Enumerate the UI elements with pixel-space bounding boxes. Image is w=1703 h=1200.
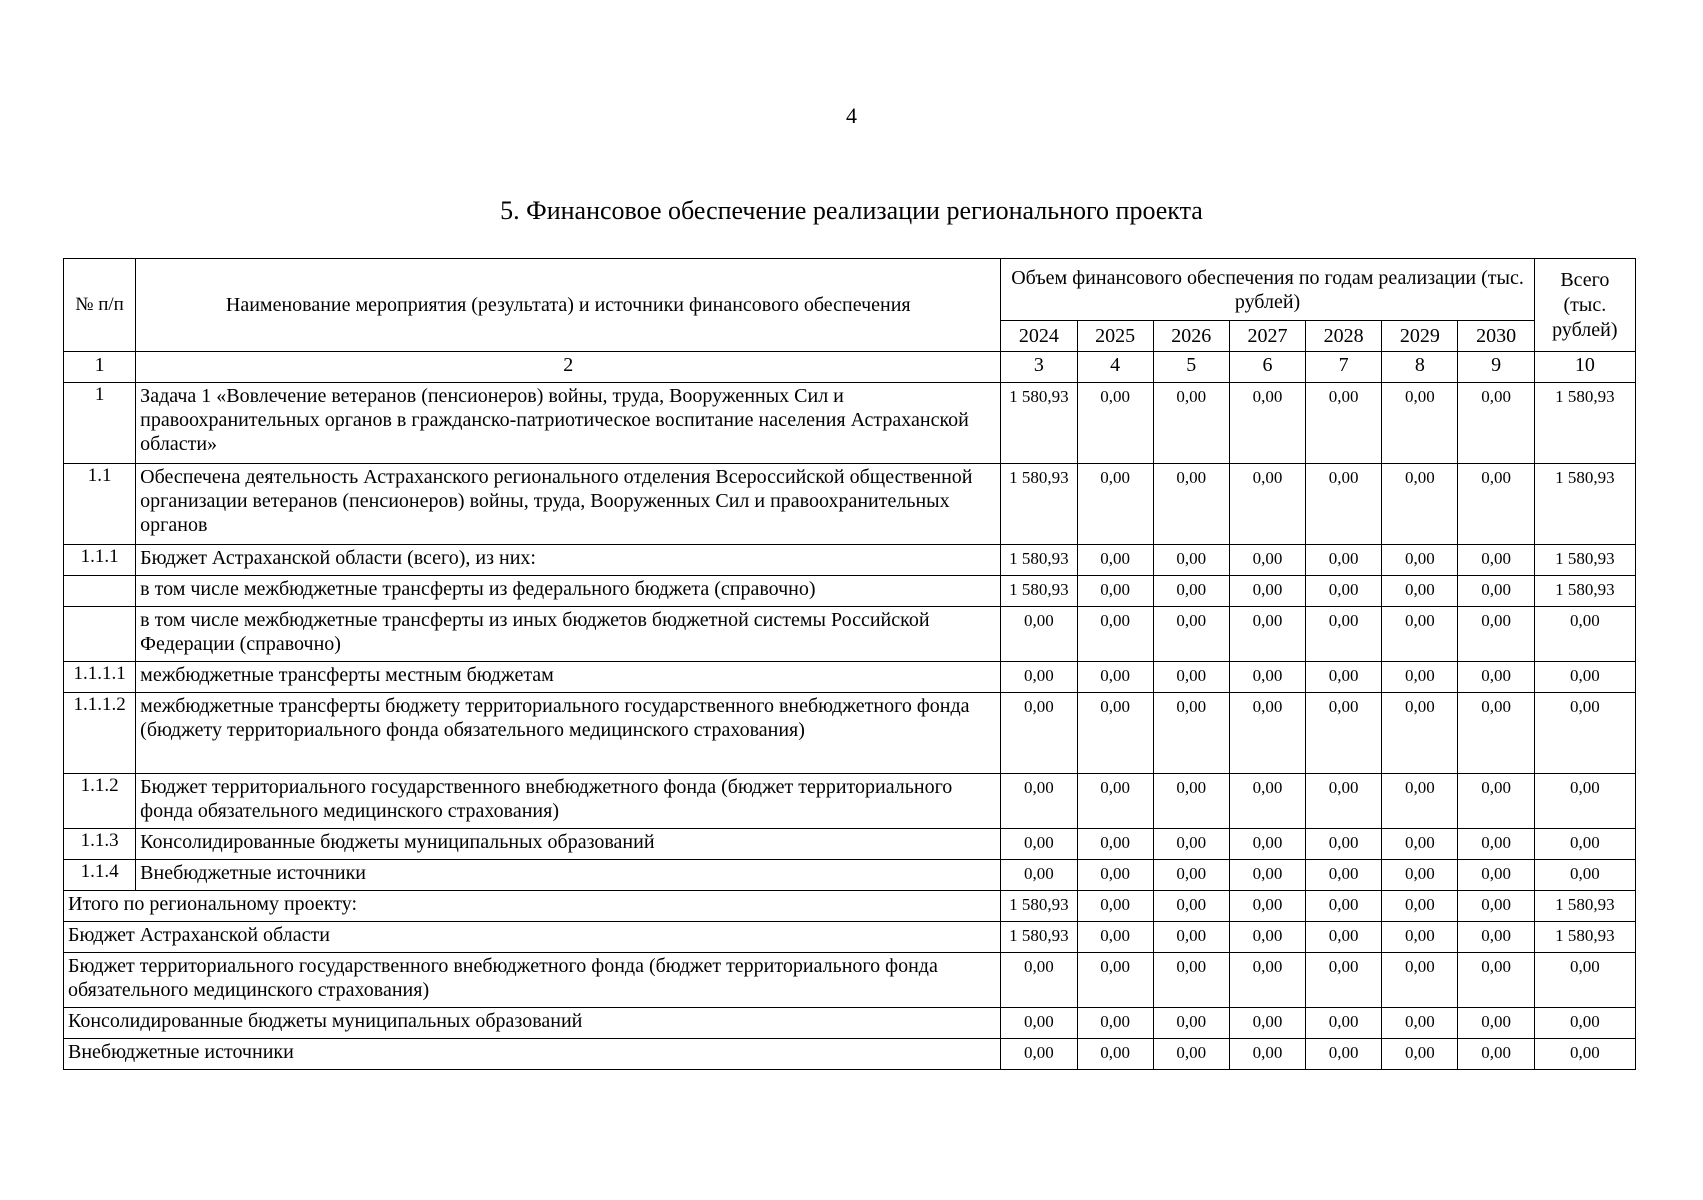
summary-value: 0,00 <box>1306 922 1382 953</box>
row-value: 0,00 <box>1153 576 1229 607</box>
row-value: 0,00 <box>1229 464 1305 545</box>
row-name: в том числе межбюджетные трансферты из федерального бюджета (справочно) <box>136 576 1001 607</box>
row-value: 0,00 <box>1229 545 1305 576</box>
row-value: 0,00 <box>1153 662 1229 693</box>
row-value: 0,00 <box>1534 829 1635 860</box>
row-number <box>64 607 136 662</box>
row-value: 0,00 <box>1382 693 1458 774</box>
summary-name: Итого по региональному проекту: <box>64 891 1001 922</box>
summary-value: 0,00 <box>1229 1039 1305 1070</box>
header-year: 2029 <box>1382 321 1458 352</box>
row-value: 0,00 <box>1229 662 1305 693</box>
header-total: Всего (тыс. рублей) <box>1534 259 1635 352</box>
summary-value: 1 580,93 <box>1001 891 1077 922</box>
summary-value: 0,00 <box>1458 953 1534 1008</box>
row-value: 0,00 <box>1001 693 1077 774</box>
table-row <box>64 607 1636 662</box>
row-value: 0,00 <box>1382 829 1458 860</box>
row-value: 0,00 <box>1077 693 1153 774</box>
row-value: 0,00 <box>1458 829 1534 860</box>
summary-value: 0,00 <box>1077 922 1153 953</box>
column-number: 2 <box>136 352 1001 383</box>
row-number: 1.1.2 <box>64 774 136 829</box>
summary-value: 1 580,93 <box>1001 922 1077 953</box>
row-value: 0,00 <box>1306 662 1382 693</box>
row-value: 0,00 <box>1077 829 1153 860</box>
row-name: Внебюджетные источники <box>136 860 1001 891</box>
header-year: 2027 <box>1229 321 1305 352</box>
row-value: 0,00 <box>1229 607 1305 662</box>
row-value: 0,00 <box>1229 383 1305 464</box>
column-number: 9 <box>1458 352 1534 383</box>
row-value: 0,00 <box>1153 829 1229 860</box>
row-value: 1 580,93 <box>1001 545 1077 576</box>
row-value: 0,00 <box>1077 607 1153 662</box>
row-number: 1.1.3 <box>64 829 136 860</box>
row-value: 0,00 <box>1534 693 1635 774</box>
summary-value: 0,00 <box>1153 922 1229 953</box>
row-value: 0,00 <box>1534 607 1635 662</box>
row-value: 0,00 <box>1306 545 1382 576</box>
summary-row <box>64 1008 1636 1039</box>
section-title: 5. Финансовое обеспечение реализации регионального проекта <box>500 196 1203 225</box>
header-year: 2024 <box>1001 321 1077 352</box>
row-value: 0,00 <box>1382 774 1458 829</box>
summary-value: 0,00 <box>1077 891 1153 922</box>
row-value: 0,00 <box>1229 693 1305 774</box>
summary-row <box>64 922 1636 953</box>
column-number: 10 <box>1534 352 1635 383</box>
row-value: 0,00 <box>1001 774 1077 829</box>
table-row <box>64 860 1636 891</box>
row-name: Задача 1 «Вовлечение ветеранов (пенсионеров) войны, труда, Вооруженных Сил и правоохранительных органов в гражданско-патриотическое воспитание населения Астраханской области» <box>136 383 1001 464</box>
row-value: 0,00 <box>1153 860 1229 891</box>
row-name: Бюджет Астраханской области (всего), из них: <box>136 545 1001 576</box>
row-value: 0,00 <box>1306 693 1382 774</box>
row-value: 0,00 <box>1534 860 1635 891</box>
table-row <box>64 693 1636 774</box>
row-value: 0,00 <box>1153 383 1229 464</box>
row-number: 1.1 <box>64 464 136 545</box>
row-number: 1.1.4 <box>64 860 136 891</box>
summary-value: 0,00 <box>1077 1008 1153 1039</box>
row-value: 0,00 <box>1153 545 1229 576</box>
summary-name: Бюджет Астраханской области <box>64 922 1001 953</box>
summary-value: 0,00 <box>1382 891 1458 922</box>
table-row <box>64 383 1636 464</box>
row-value: 0,00 <box>1382 545 1458 576</box>
summary-value: 0,00 <box>1229 891 1305 922</box>
row-name: в том числе межбюджетные трансферты из иных бюджетов бюджетной системы Российской Федерации (справочно) <box>136 607 1001 662</box>
summary-value: 0,00 <box>1534 1039 1635 1070</box>
summary-row <box>64 891 1636 922</box>
row-value: 0,00 <box>1229 576 1305 607</box>
summary-value: 0,00 <box>1382 1039 1458 1070</box>
column-number: 4 <box>1077 352 1153 383</box>
row-value: 0,00 <box>1306 383 1382 464</box>
row-value: 0,00 <box>1306 607 1382 662</box>
header-volume: Объем финансового обеспечения по годам реализации (тыс. рублей) <box>1001 259 1534 321</box>
summary-row <box>64 953 1636 1008</box>
row-value: 0,00 <box>1306 576 1382 607</box>
row-number: 1.1.1.1 <box>64 662 136 693</box>
header-name: Наименование мероприятия (результата) и источники финансового обеспечения <box>136 259 1001 352</box>
row-value: 0,00 <box>1077 860 1153 891</box>
page-number: 4 <box>846 103 857 128</box>
summary-value: 0,00 <box>1534 1008 1635 1039</box>
table-row <box>64 662 1636 693</box>
summary-value: 0,00 <box>1229 1008 1305 1039</box>
row-value: 1 580,93 <box>1001 383 1077 464</box>
row-value: 0,00 <box>1077 383 1153 464</box>
row-name: Консолидированные бюджеты муниципальных образований <box>136 829 1001 860</box>
summary-row <box>64 1039 1636 1070</box>
row-value: 0,00 <box>1534 662 1635 693</box>
row-name: межбюджетные трансферты местным бюджетам <box>136 662 1001 693</box>
summary-value: 0,00 <box>1153 953 1229 1008</box>
row-value: 0,00 <box>1229 829 1305 860</box>
row-name: Бюджет территориального государственного внебюджетного фонда (бюджет территориального фонда обязательного медицинского страхования) <box>136 774 1001 829</box>
row-value: 0,00 <box>1458 607 1534 662</box>
row-value: 1 580,93 <box>1534 545 1635 576</box>
summary-name: Внебюджетные источники <box>64 1039 1001 1070</box>
row-value: 1 580,93 <box>1534 383 1635 464</box>
row-value: 1 580,93 <box>1001 464 1077 545</box>
summary-value: 0,00 <box>1382 1008 1458 1039</box>
financing-table <box>63 258 1636 1070</box>
row-value: 0,00 <box>1382 464 1458 545</box>
column-number: 5 <box>1153 352 1229 383</box>
row-value: 0,00 <box>1077 545 1153 576</box>
summary-value: 0,00 <box>1001 1039 1077 1070</box>
table-row <box>64 464 1636 545</box>
summary-value: 0,00 <box>1306 1039 1382 1070</box>
row-value: 0,00 <box>1458 860 1534 891</box>
row-value: 0,00 <box>1382 860 1458 891</box>
header-year: 2028 <box>1306 321 1382 352</box>
table-row <box>64 545 1636 576</box>
row-value: 0,00 <box>1001 829 1077 860</box>
summary-value: 0,00 <box>1306 891 1382 922</box>
row-value: 1 580,93 <box>1001 576 1077 607</box>
row-value: 0,00 <box>1382 607 1458 662</box>
summary-value: 0,00 <box>1458 891 1534 922</box>
summary-value: 0,00 <box>1458 1039 1534 1070</box>
summary-value: 0,00 <box>1077 953 1153 1008</box>
row-value: 0,00 <box>1077 576 1153 607</box>
row-value: 0,00 <box>1306 829 1382 860</box>
summary-value: 0,00 <box>1306 1008 1382 1039</box>
summary-value: 0,00 <box>1458 1008 1534 1039</box>
row-value: 0,00 <box>1077 662 1153 693</box>
row-value: 1 580,93 <box>1534 464 1635 545</box>
column-number: 8 <box>1382 352 1458 383</box>
row-value: 0,00 <box>1382 576 1458 607</box>
summary-value: 1 580,93 <box>1534 891 1635 922</box>
row-value: 0,00 <box>1077 464 1153 545</box>
row-value: 0,00 <box>1153 464 1229 545</box>
summary-value: 0,00 <box>1153 1039 1229 1070</box>
row-value: 0,00 <box>1306 464 1382 545</box>
row-value: 0,00 <box>1382 662 1458 693</box>
column-number: 6 <box>1229 352 1305 383</box>
header-year: 2030 <box>1458 321 1534 352</box>
summary-value: 0,00 <box>1229 922 1305 953</box>
row-value: 0,00 <box>1458 464 1534 545</box>
summary-value: 0,00 <box>1306 953 1382 1008</box>
summary-value: 0,00 <box>1001 1008 1077 1039</box>
row-value: 0,00 <box>1458 774 1534 829</box>
summary-name: Консолидированные бюджеты муниципальных образований <box>64 1008 1001 1039</box>
column-number: 7 <box>1306 352 1382 383</box>
row-value: 0,00 <box>1153 607 1229 662</box>
row-value: 0,00 <box>1458 576 1534 607</box>
row-name: межбюджетные трансферты бюджету территориального государственного внебюджетного фонда (бюджету территориального фонда обязательного медицинского страхования) <box>136 693 1001 774</box>
row-value: 0,00 <box>1229 860 1305 891</box>
row-value: 0,00 <box>1001 662 1077 693</box>
summary-value: 0,00 <box>1001 953 1077 1008</box>
row-value: 0,00 <box>1001 860 1077 891</box>
summary-value: 0,00 <box>1229 953 1305 1008</box>
summary-value: 1 580,93 <box>1534 922 1635 953</box>
row-value: 0,00 <box>1001 607 1077 662</box>
summary-value: 0,00 <box>1077 1039 1153 1070</box>
summary-name: Бюджет территориального государственного внебюджетного фонда (бюджет территориального фонда обязательного медицинского страхования) <box>64 953 1001 1008</box>
row-name: Обеспечена деятельность Астраханского регионального отделения Всероссийской общественной организации ветеранов (пенсионеров) войны, труда, Вооруженных Сил и правоохранительных органов <box>136 464 1001 545</box>
row-value: 0,00 <box>1306 860 1382 891</box>
table-row <box>64 829 1636 860</box>
row-value: 0,00 <box>1229 774 1305 829</box>
row-value: 0,00 <box>1458 693 1534 774</box>
column-number: 3 <box>1001 352 1077 383</box>
row-number: 1.1.1.2 <box>64 693 136 774</box>
row-value: 0,00 <box>1458 662 1534 693</box>
row-value: 1 580,93 <box>1534 576 1635 607</box>
column-number: 1 <box>64 352 136 383</box>
row-value: 0,00 <box>1077 774 1153 829</box>
row-number: 1.1.1 <box>64 545 136 576</box>
row-number <box>64 576 136 607</box>
row-value: 0,00 <box>1153 693 1229 774</box>
summary-value: 0,00 <box>1382 953 1458 1008</box>
row-value: 0,00 <box>1458 545 1534 576</box>
summary-value: 0,00 <box>1534 953 1635 1008</box>
row-value: 0,00 <box>1382 383 1458 464</box>
row-value: 0,00 <box>1458 383 1534 464</box>
row-value: 0,00 <box>1153 774 1229 829</box>
header-year: 2026 <box>1153 321 1229 352</box>
column-number-row <box>64 352 1636 383</box>
summary-value: 0,00 <box>1382 922 1458 953</box>
header-year: 2025 <box>1077 321 1153 352</box>
table-row <box>64 576 1636 607</box>
summary-value: 0,00 <box>1153 891 1229 922</box>
summary-value: 0,00 <box>1458 922 1534 953</box>
header-num: № п/п <box>64 259 136 352</box>
table-row <box>64 774 1636 829</box>
row-value: 0,00 <box>1534 774 1635 829</box>
row-value: 0,00 <box>1306 774 1382 829</box>
row-number: 1 <box>64 383 136 464</box>
summary-value: 0,00 <box>1153 1008 1229 1039</box>
